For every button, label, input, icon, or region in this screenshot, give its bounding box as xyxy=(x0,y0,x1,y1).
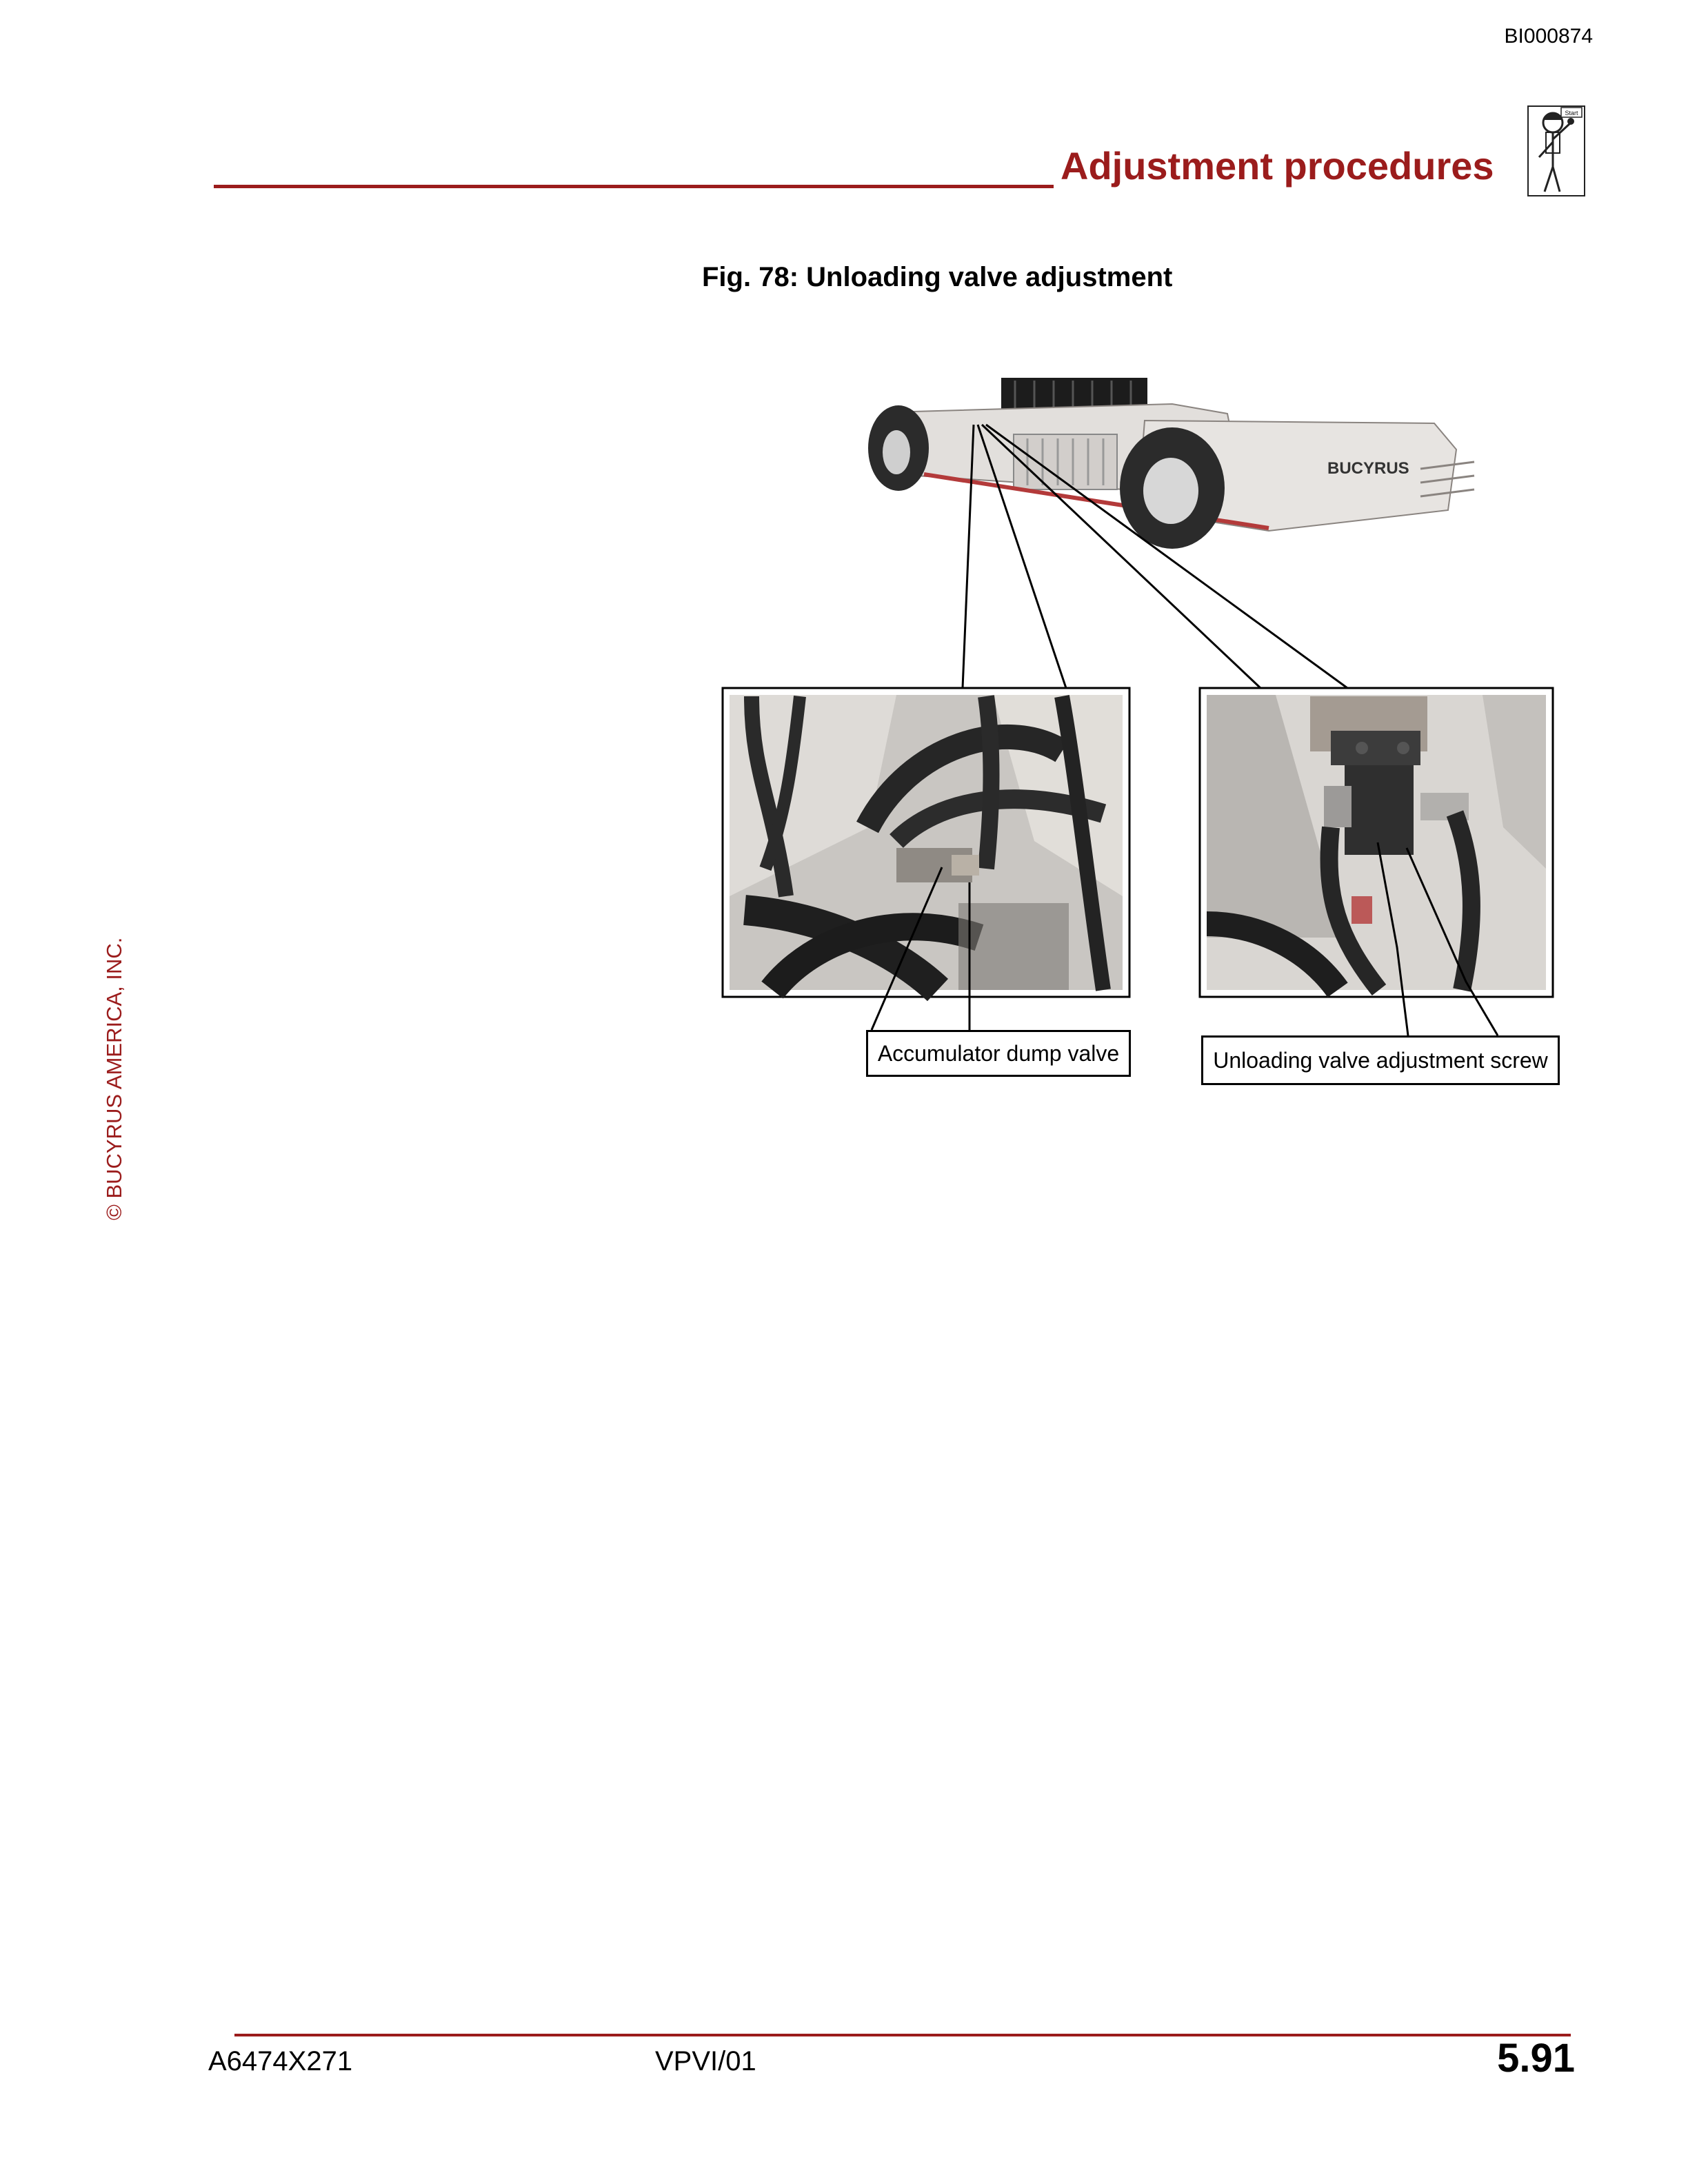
footer-rule xyxy=(234,2034,1571,2036)
detail-photo-unloading-valve xyxy=(1200,688,1553,997)
document-id: BI000874 xyxy=(1504,25,1593,48)
footer-document-number: A6474X271 xyxy=(208,2046,353,2076)
accumulator-dump-valve-label: Accumulator dump valve xyxy=(866,1030,1131,1077)
unloading-valve-screw-label: Unloading valve adjustment screw xyxy=(1201,1035,1560,1085)
footer-version: VPVI/01 xyxy=(655,2046,756,2076)
figure-caption: Fig. 78: Unloading valve adjustment xyxy=(702,262,1173,292)
machine-brand: BUCYRUS xyxy=(1327,459,1409,478)
start-icon-text: Start xyxy=(1565,110,1578,117)
detail-photo-accumulator xyxy=(723,688,1129,997)
copyright-notice: © BUCYRUS AMERICA, INC. xyxy=(102,937,126,1220)
page-number: 5.91 xyxy=(1497,2036,1575,2081)
section-title: Adjustment procedures xyxy=(1061,144,1494,188)
machine-photo xyxy=(868,378,1474,549)
